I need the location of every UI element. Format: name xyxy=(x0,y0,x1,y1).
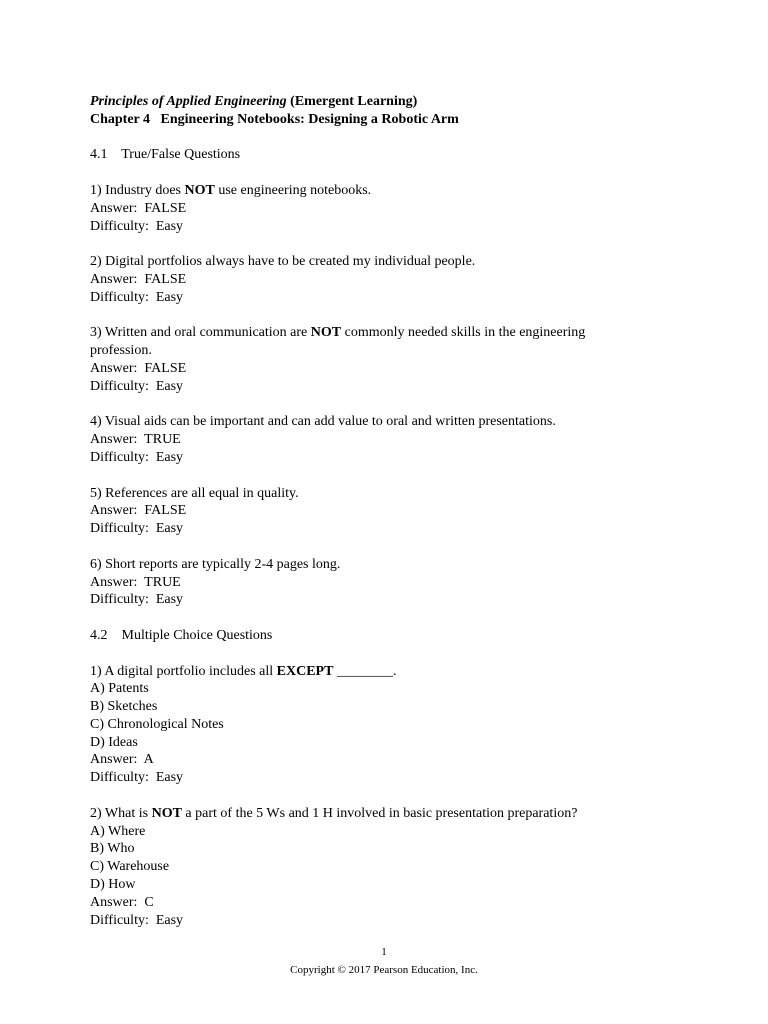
question-block xyxy=(90,556,690,609)
question-block xyxy=(90,413,690,466)
answer: Answer: C xyxy=(90,894,154,910)
book-subtitle: (Emergent Learning) xyxy=(290,94,418,109)
difficulty: Difficulty: Easy xyxy=(90,218,184,234)
question-text: 4) Visual aids can be important and can add value to oral and written presentations. xyxy=(90,414,556,430)
question-block xyxy=(90,182,690,235)
question-text: 5) References are all equal in quality. xyxy=(90,485,299,501)
question-text: 1) Industry does NOT use engineering notebooks. xyxy=(90,182,372,198)
section-heading: 4.2 Multiple Choice Questions xyxy=(90,627,273,643)
difficulty: Difficulty: Easy xyxy=(90,912,184,928)
question-block xyxy=(90,324,690,395)
chapter-title: Chapter 4 Engineering Notebooks: Designing a Robotic Arm xyxy=(90,111,459,127)
question-block xyxy=(90,485,690,538)
copyright-notice: Copyright © 2017 Pearson Education, Inc. xyxy=(290,964,478,976)
answer: Answer: A xyxy=(90,752,154,768)
answer: Answer: TRUE xyxy=(90,432,181,448)
question-block xyxy=(90,253,690,306)
question-block xyxy=(90,805,690,930)
difficulty: Difficulty: Easy xyxy=(90,592,184,608)
question-text: 6) Short reports are typically 2-4 pages long. xyxy=(90,556,341,572)
difficulty: Difficulty: Easy xyxy=(90,449,184,465)
option: B) Who xyxy=(90,841,135,857)
difficulty: Difficulty: Easy xyxy=(90,289,184,305)
option: A) Patents xyxy=(90,681,149,697)
option: C) Warehouse xyxy=(90,859,170,875)
option: D) Ideas xyxy=(90,734,138,750)
question-text: 2) What is NOT a part of the 5 Ws and 1 H involved in basic presentation preparation? xyxy=(90,805,578,821)
question-block xyxy=(90,663,690,788)
answer: Answer: FALSE xyxy=(90,360,187,376)
difficulty: Difficulty: Easy xyxy=(90,521,184,537)
difficulty: Difficulty: Easy xyxy=(90,378,184,394)
question-text: 3) Written and oral communication are NOT commonly needed skills in the engineering profession. xyxy=(90,325,589,359)
option: A) Where xyxy=(90,823,146,839)
difficulty: Difficulty: Easy xyxy=(90,770,184,786)
answer: Answer: TRUE xyxy=(90,574,181,590)
option: B) Sketches xyxy=(90,699,158,715)
answer: Answer: FALSE xyxy=(90,271,187,287)
answer: Answer: FALSE xyxy=(90,503,187,519)
answer: Answer: FALSE xyxy=(90,200,187,216)
option: D) How xyxy=(90,877,136,893)
document-title xyxy=(90,93,690,111)
question-text: 2) Digital portfolios always have to be created my individual people. xyxy=(90,254,476,270)
document-page xyxy=(90,93,690,929)
page-number: 1 xyxy=(381,946,387,958)
question-text: 1) A digital portfolio includes all EXCEPT ________. xyxy=(90,663,397,679)
section-heading: 4.1 True/False Questions xyxy=(90,147,241,163)
option: C) Chronological Notes xyxy=(90,716,224,732)
book-title: Principles of Applied Engineering xyxy=(90,94,287,109)
